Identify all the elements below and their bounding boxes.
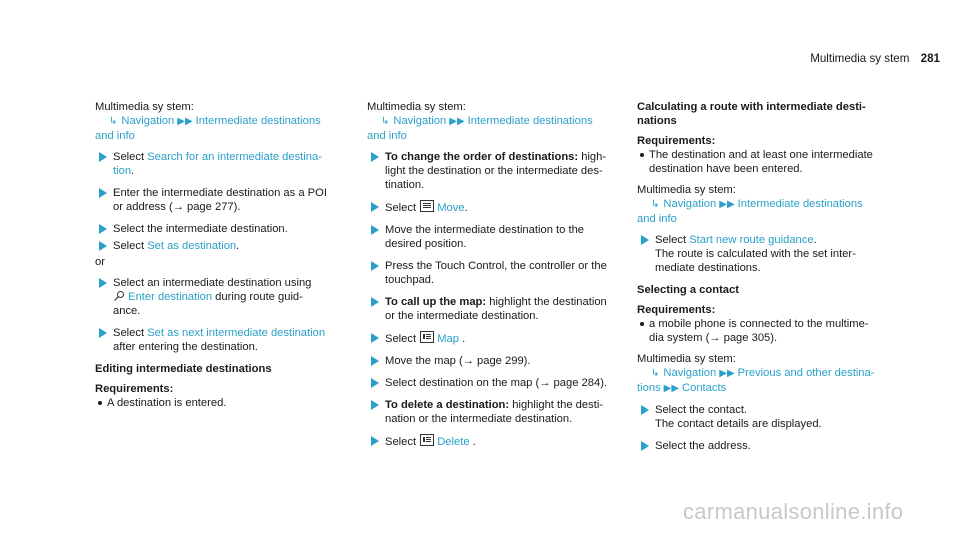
step-arrow-icon — [99, 224, 107, 234]
column-3 — [637, 100, 887, 461]
bullet-item: a mobile phone is connected to the multime- dia system (→ page 305). — [637, 317, 887, 345]
step-select-on-map: Select destination on the map (→ page 284). — [367, 376, 617, 390]
heading-calculating: Calculating a route with intermediate desti- nations — [637, 101, 866, 127]
return-arrow-icon: ↳ — [651, 199, 660, 210]
step-enter: Enter the intermediate destination as a POI or address (→ page 277). — [95, 186, 345, 214]
column-2 — [367, 100, 617, 457]
nav-path — [367, 114, 617, 143]
step-select-delete: Select Delete . — [367, 434, 617, 449]
requirements-label: Requirements: — [637, 304, 716, 316]
nav-item-and-info[interactable]: and info — [95, 130, 135, 142]
multimedia-label: Multimedia sy stem: — [95, 101, 194, 113]
step-call-map: To call up the map: highlight the destination or the intermediate destination. — [367, 295, 617, 323]
step-select-map: Select Map . — [367, 331, 617, 346]
requirements-label: Requirements: — [95, 383, 174, 395]
step-start-guidance: Select Start new route guidance. The route is calculated with the set inter- mediate destinations. — [637, 233, 887, 275]
return-arrow-icon: ↳ — [109, 116, 118, 127]
menu-icon — [420, 200, 434, 212]
bullet-item: A destination is entered. — [95, 396, 345, 410]
or-text: or — [95, 256, 105, 268]
page-header — [762, 52, 940, 66]
step-press-control: Press the Touch Control, the controller or the touchpad. — [367, 259, 617, 287]
step-delete: To delete a destination: highlight the desti- nation or the intermediate destination. — [367, 398, 617, 426]
nav-item-and-info[interactable]: and info — [637, 213, 677, 225]
delete-link[interactable]: Delete — [437, 436, 470, 448]
double-chevron-icon: ▶▶ — [719, 368, 735, 379]
nav-item-tions[interactable]: tions — [637, 382, 661, 394]
step-move: Select Move. — [367, 200, 617, 215]
nav-path — [95, 114, 345, 143]
nav-path — [637, 366, 887, 396]
step-arrow-icon — [371, 202, 379, 212]
list-icon — [420, 331, 434, 343]
double-chevron-icon: ▶▶ — [177, 116, 193, 127]
step-arrow-icon — [371, 152, 379, 162]
nav-item-contacts[interactable]: Contacts — [682, 382, 727, 394]
list-icon — [420, 434, 434, 446]
double-chevron-icon: ▶▶ — [663, 383, 680, 394]
map-link[interactable]: Map — [437, 333, 459, 345]
step-arrow-icon — [371, 400, 379, 410]
step-enter-destination: Select an intermediate destination using Enter destination during route guid- ance. — [95, 276, 345, 318]
set-as-destination-link[interactable]: Set as destination — [147, 240, 237, 252]
step-arrow-icon — [99, 241, 107, 251]
nav-item-navigation[interactable]: Navigation — [121, 115, 175, 127]
move-link[interactable]: Move — [437, 202, 465, 214]
step-arrow-icon — [99, 152, 107, 162]
search-intermediate-link[interactable]: Search for an intermediate destina- — [147, 151, 322, 163]
step-arrow-icon — [371, 378, 379, 388]
step-arrow-icon — [371, 261, 379, 271]
nav-item-navigation[interactable]: Navigation — [663, 198, 717, 210]
return-arrow-icon: ↳ — [651, 368, 660, 379]
step-arrow-icon — [99, 278, 107, 288]
nav-item-intermediate[interactable]: Intermediate destinations — [195, 115, 321, 127]
nav-item-and-info[interactable]: and info — [367, 130, 407, 142]
step-change-order: To change the order of destinations: high- light the destination or the intermediate des- tination. — [367, 150, 617, 192]
step-arrow-icon — [99, 188, 107, 198]
start-new-route-link[interactable]: Start new route guidance — [689, 234, 814, 246]
step-select-intermediate: Select the intermediate destination. — [95, 222, 345, 236]
step-arrow-icon — [641, 441, 649, 451]
step-arrow-icon — [371, 225, 379, 235]
return-arrow-icon: ↳ — [381, 116, 390, 127]
nav-item-intermediate[interactable]: Intermediate destinations — [467, 115, 593, 127]
step-arrow-icon — [371, 356, 379, 366]
step-set-destination: Select Set as destination. — [95, 239, 345, 253]
step-select-contact: Select the contact. The contact details are displayed. — [637, 403, 887, 431]
double-chevron-icon: ▶▶ — [719, 199, 735, 210]
column-1 — [95, 100, 345, 417]
multimedia-label: Multimedia sy stem: — [637, 353, 736, 365]
heading-editing: Editing intermediate destinations — [95, 363, 272, 375]
watermark: carmanualsonline.info — [683, 499, 904, 524]
heading-contact: Selecting a contact — [637, 284, 739, 296]
double-chevron-icon: ▶▶ — [449, 116, 465, 127]
search-pen-icon — [113, 290, 125, 302]
step-move-map: Move the map (→ page 299). — [367, 354, 617, 368]
multimedia-label: Multimedia sy stem: — [637, 184, 736, 196]
step-set-next: Select Set as next intermediate destination after entering the destination. — [95, 326, 345, 354]
nav-item-navigation[interactable]: Navigation — [393, 115, 447, 127]
page-number: 281 — [920, 52, 940, 65]
requirements-label: Requirements: — [637, 135, 716, 147]
section-title: Multimedia sy stem — [810, 52, 910, 65]
enter-destination-link[interactable]: Enter destination — [128, 291, 213, 303]
step-arrow-icon — [641, 405, 649, 415]
step-arrow-icon — [371, 436, 379, 446]
nav-item-previous[interactable]: Previous and other destina- — [737, 367, 875, 379]
step-arrow-icon — [641, 235, 649, 245]
set-next-intermediate-link[interactable]: Set as next intermediate destination — [147, 327, 326, 339]
bullet-item: The destination and at least one intermediate destination have been entered. — [637, 148, 887, 176]
step-move-intermediate: Move the intermediate destination to the desired position. — [367, 223, 617, 251]
step-arrow-icon — [371, 333, 379, 343]
step-arrow-icon — [99, 328, 107, 338]
multimedia-label: Multimedia sy stem: — [367, 101, 466, 113]
step-arrow-icon — [371, 297, 379, 307]
nav-item-navigation[interactable]: Navigation — [663, 367, 717, 379]
nav-item-intermediate[interactable]: Intermediate destinations — [737, 198, 863, 210]
step-search: Select Search for an intermediate destina- tion. — [95, 150, 345, 178]
step-select-address: Select the address. — [637, 439, 887, 453]
nav-path — [637, 197, 887, 226]
